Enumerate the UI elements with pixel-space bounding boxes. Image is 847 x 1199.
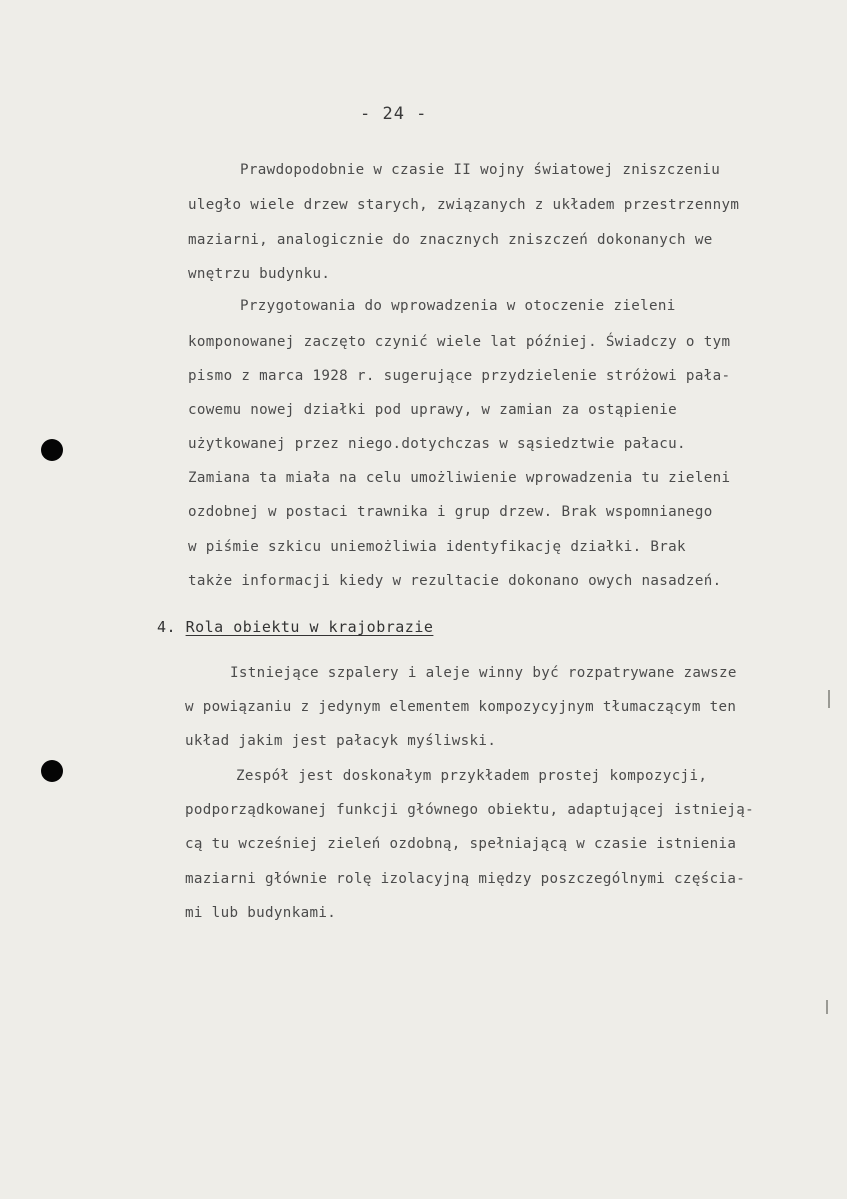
punch-hole-upper bbox=[41, 439, 63, 461]
punch-hole-lower bbox=[41, 760, 63, 782]
text-line: także informacji kiedy w rezultacie dokonano owych nasadzeń. bbox=[188, 573, 722, 589]
text-line: wnętrzu budynku. bbox=[188, 266, 331, 282]
section-title: Rola obiektu w krajobrazie bbox=[185, 618, 434, 636]
text-line: Zespół jest doskonałym przykładem prostej kompozycji, bbox=[236, 768, 708, 784]
text-line: w piśmie szkicu uniemożliwia identyfikację działki. Brak bbox=[188, 539, 686, 555]
text-line: w powiązaniu z jedynym elementem kompozycyjnym tłumaczącym ten bbox=[185, 699, 737, 715]
text-line: maziarni, analogicznie do znacznych zniszczeń dokonanych we bbox=[188, 232, 713, 248]
text-line: użytkowanej przez niego.dotychczas w sąsiedztwie pałacu. bbox=[188, 436, 686, 452]
text-line: komponowanej zaczęto czynić wiele lat później. Świadczy o tym bbox=[188, 334, 731, 350]
section-number: 4. bbox=[157, 618, 177, 636]
text-line: ozdobnej w postaci trawnika i grup drzew. Brak wspomnianego bbox=[188, 504, 713, 520]
text-line: cą tu wcześniej zieleń ozdobną, spełniającą w czasie istnienia bbox=[185, 836, 737, 852]
section-heading bbox=[157, 618, 433, 636]
text-line: uległo wiele drzew starych, związanych z układem przestrzennym bbox=[188, 197, 740, 213]
text-line: układ jakim jest pałacyk myśliwski. bbox=[185, 733, 497, 749]
text-line: maziarni głównie rolę izolacyjną między poszczególnymi częścia- bbox=[185, 871, 746, 887]
page-edge-mark bbox=[826, 1000, 828, 1014]
text-line: Istniejące szpalery i aleje winny być rozpatrywane zawsze bbox=[230, 665, 737, 681]
text-line: mi lub budynkami. bbox=[185, 905, 337, 921]
text-line: podporządkowanej funkcji głównego obiektu, adaptującej istnieją- bbox=[185, 802, 755, 818]
text-line: Przygotowania do wprowadzenia w otoczenie zieleni bbox=[240, 298, 676, 314]
text-line: pismo z marca 1928 r. sugerujące przydzielenie stróżowi pała- bbox=[188, 368, 731, 384]
text-line: cowemu nowej działki pod uprawy, w zamian za ostąpienie bbox=[188, 402, 678, 418]
page-edge-mark bbox=[828, 690, 830, 708]
text-line: Zamiana ta miała na celu umożliwienie wprowadzenia tu zieleni bbox=[188, 470, 731, 486]
page-number: - 24 - bbox=[360, 104, 428, 124]
text-line: Prawdopodobnie w czasie II wojny światowej zniszczeniu bbox=[240, 162, 721, 178]
